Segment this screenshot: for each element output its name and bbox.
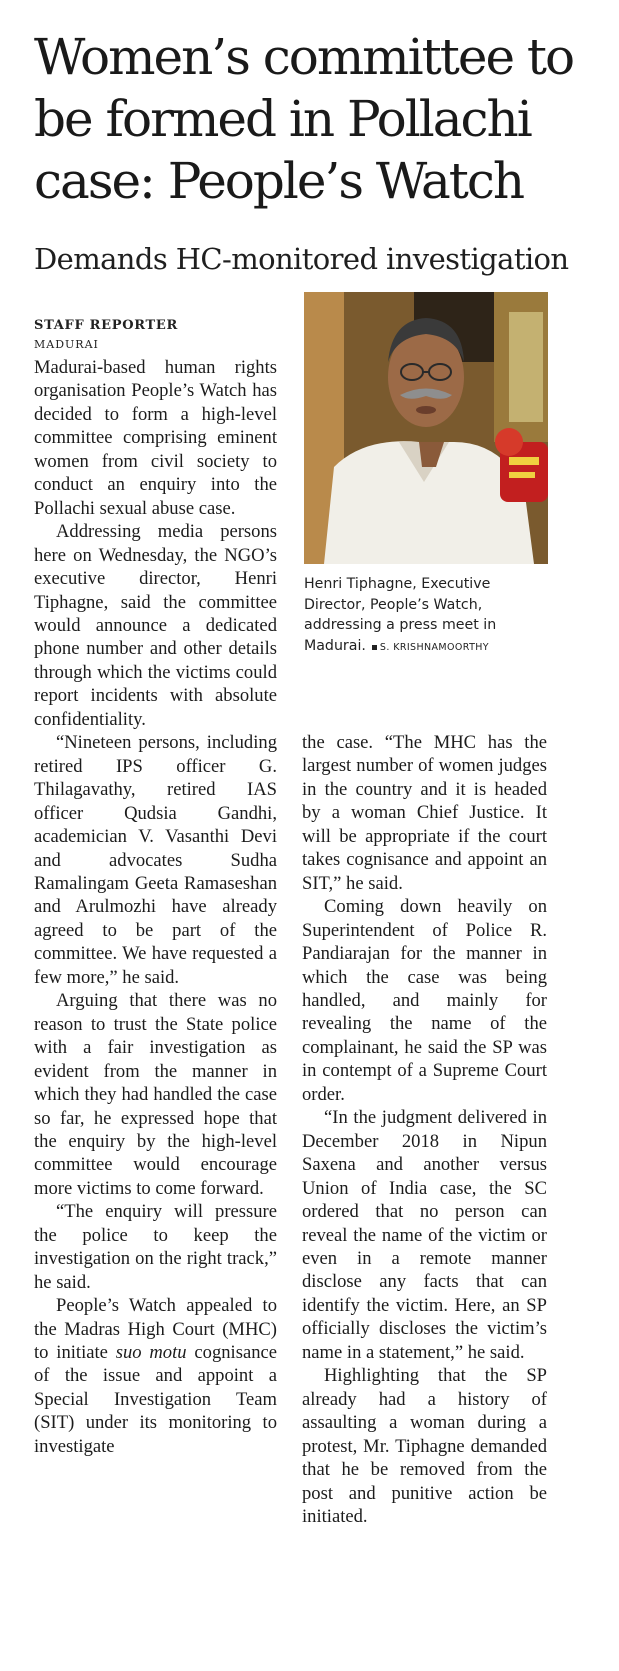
subheadline: Demands HC-monitored investigation <box>34 242 569 276</box>
paragraph: “The enquiry will pressure the police to keep the investigation on the right track,” he said. <box>34 1201 277 1293</box>
headline <box>34 26 594 212</box>
article-column-left <box>34 356 277 1458</box>
paragraph: the case. “The MHC has the largest number of women judges in the country and it is headed by a woman Chief Justice. It will be appropriate if the court takes cognisance and appoint an SIT,” he said. <box>302 732 547 894</box>
square-bullet-icon <box>372 645 377 650</box>
photo-caption <box>304 574 554 658</box>
photo-credit <box>372 642 489 653</box>
paragraph-text: cognisance of the issue and appoint a Special Investigation Team (SIT) under its monitoring to investigate <box>34 1342 277 1457</box>
credit-text: S. KRISHNAMOORTHY <box>379 641 490 653</box>
italic-term: suo motu <box>115 1342 187 1364</box>
paragraph: Madurai-based human rights organisation People’s Watch has decided to form a high-level committee comprising eminent women from civil society to conduct an enquiry into the Pollachi sexual abuse case. <box>34 357 277 519</box>
photo <box>304 292 548 564</box>
paragraph <box>34 1294 277 1458</box>
headline-line: case: People’s Watch <box>34 152 524 210</box>
paragraph: Coming down heavily on Superintendent of Police R. Pandiarajan for the manner in which the case was being handled, and mainly for revealing the name of the complainant, he said the SP was in contempt of a Supreme Court order. <box>302 896 547 1105</box>
paragraph: Highlighting that the SP already had a history of assaulting a woman during a protest, Mr. Tiphagne demanded that he be removed from the post and punitive action be initiated. <box>302 1365 547 1527</box>
paragraph-text: People’s Watch appealed to the Madras High Court (MHC) to initiate <box>34 1295 277 1364</box>
paragraph: Addressing media persons here on Wednesday, the NGO’s executive director, Henri Tiphagne, said the committee would announce a dedicated phone number and other details through which the victims could report incidents with absolute confidentiality. <box>34 521 277 730</box>
dateline: MADURAI <box>34 338 99 351</box>
article-column-right <box>302 731 547 1528</box>
paragraph: “Nineteen persons, including retired IPS officer G. Thilagavathy, retired IAS officer Qudsia Gandhi, academician V. Vasanthi Devi and advocates Sudha Ramalingam Geeta Ramaseshan and Arulmozhi have already agreed to be part of the committee. We have requested a few more,” he said. <box>34 732 277 988</box>
paragraph: Arguing that there was no reason to trust the State police with a fair investigation as evident from the manner in which they had handled the case so far, he expressed hope that the enquiry by the high-level committee would encourage more victims to come forward. <box>34 990 277 1199</box>
headline-line: Women’s committee to <box>34 28 574 86</box>
byline: STAFF REPORTER <box>34 318 178 333</box>
caption-text: Henri Tiphagne, Executive Director, People’s Watch, addressing a press meet in Madurai. <box>304 576 497 654</box>
headline-line: be formed in Pollachi <box>34 90 531 148</box>
paragraph: “In the judgment delivered in December 2018 in Nipun Saxena and another versus Union of India case, the SC ordered that no person can reveal the name of the victim or even in a remote manner disclose any facts that can identify the victim. Here, an SP officially discloses the victim’s name in a statement,” he said. <box>302 1107 547 1363</box>
portrait-photo <box>304 292 548 564</box>
